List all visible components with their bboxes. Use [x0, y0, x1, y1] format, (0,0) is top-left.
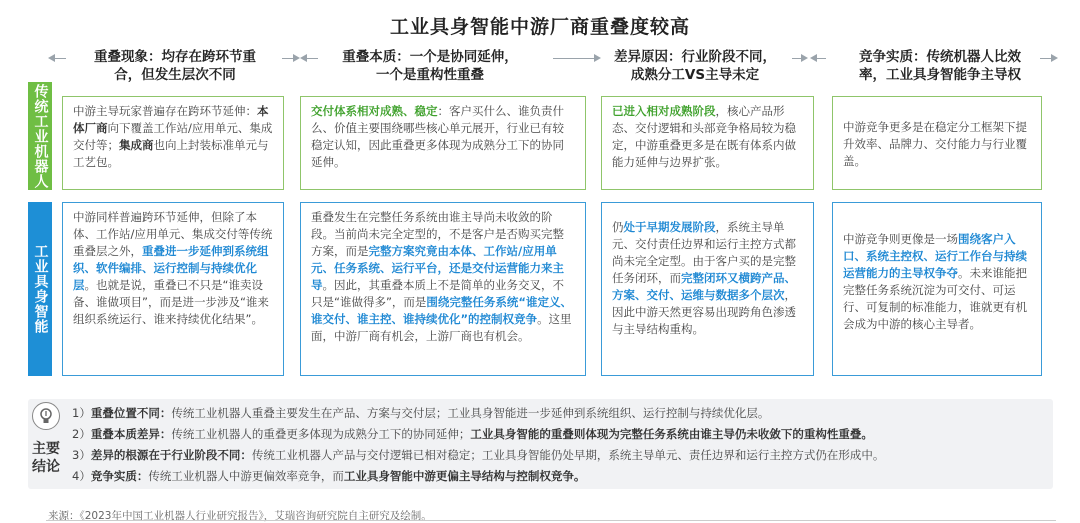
- arrow-connector: [302, 58, 318, 59]
- column-header-cause: 差异原因：行业阶段不同， 成熟分工VS主导未定: [614, 49, 776, 83]
- arrow-connector: [792, 58, 806, 59]
- row-label-traditional: 传统工业机器人: [28, 82, 52, 190]
- page-title: 工业具身智能中游厂商重叠度较高: [389, 16, 690, 38]
- row-label-embodied: 工业具身智能: [28, 202, 52, 376]
- conclusion-item: 4）竞争实质：传统工业机器人中游更偏效率竞争，而工业具身智能中游更偏主导结构与控制权竞争。: [72, 469, 586, 483]
- cell-embodied-overlap: 中游同样普遍跨环节延伸，但除了本体、工作站/应用单元、集成交付等传统重叠层之外，重叠进一步延伸到系统组织、软件编排、运行控制与持续优化层。也就是说，重叠已不只是“谁卖设备、谁做项目”，而是进一步涉及“谁来组织系统运行、谁来持续优化结果”。: [62, 202, 284, 376]
- cell-embodied-essence: 重叠发生在完整任务系统由谁主导尚未收敛的阶段。当前尚未完全定型的，不是客户是否购买完整方案，而是完整方案究竟由本体、工作站/应用单元、任务系统、运行平台，还是交付运营能力来主导。因此，其重叠本质上不是简单的业务交叉，不只是“谁做得多”，而是围绕完整任务系统“谁定义、谁交付、谁主控、谁持续优化”的控制权竞争。这里面，中游厂商有机会，上游厂商也有机会。: [300, 202, 586, 376]
- divider: [46, 520, 1056, 521]
- cell-traditional-competition: 中游竞争更多是在稳定分工框架下提升效率、品牌力、交付能力与行业覆盖。: [832, 96, 1042, 190]
- lightbulb-icon-graphic: [33, 403, 59, 429]
- lightbulb-icon: [32, 402, 60, 430]
- column-header-essence: 重叠本质：一个是协同延伸， 一个是重构性重叠: [342, 49, 518, 83]
- arrow-connector: [282, 58, 298, 59]
- column-header-overlap: 重叠现象：均存在跨环节重 合，但发生层次不同: [94, 49, 256, 83]
- cell-traditional-essence: 交付体系相对成熟、稳定：客户买什么、谁负责什么、价值主要围绕哪些核心单元展开，行业已有较稳定认知，因此重叠更多体现为成熟分工下的协同延伸。: [300, 96, 586, 190]
- cell-embodied-cause: 仍处于早期发展阶段，系统主导单元、交付责任边界和运行主控方式都尚未完全定型。由于客户买的是完整任务闭环，而完整闭环又横跨产品、方案、交付、运维与数据多个层次，因此中游天然更容易出现跨角色渗透与主导结构重构。: [601, 202, 814, 376]
- conclusion-item: 1）重叠位置不同：传统工业机器人重叠主要发生在产品、方案与交付层；工业具身智能进一步延伸到系统组织、运行控制与持续优化层。: [72, 406, 770, 420]
- right-arrow: [1040, 58, 1056, 59]
- column-header-competition: 竞争实质：传统机器人比效 率，工业具身智能争主导权: [859, 49, 1021, 83]
- conclusion-label: 主要 结论: [32, 441, 60, 475]
- cell-traditional-cause: 已进入相对成熟阶段，核心产品形态、交付逻辑和头部竞争格局较为稳定，中游重叠更多是在既有体系内做能力延伸与边界扩张。: [601, 96, 814, 190]
- cell-traditional-overlap: 中游主导玩家普遍存在跨环节延伸：本体厂商向下覆盖工作站/应用单元、集成交付等；集成商也向上封装标准单元与工艺包。: [62, 96, 284, 190]
- left-arrow: [50, 58, 66, 59]
- conclusion-item: 2）重叠本质差异：传统工业机器人的重叠更多体现为成熟分工下的协同延伸；工业具身智能的重叠则体现为完整任务系统由谁主导仍未收敛下的重构性重叠。: [72, 427, 873, 441]
- arrow-connector: [553, 58, 599, 59]
- cell-embodied-competition: 中游竞争则更像是一场围绕客户入口、系统主控权、运行工作台与持续运营能力的主导权争夺。未来谁能把完整任务系统沉淀为可交付、可运行、可复制的标准能力，谁就更有机会成为中游的核心主导者。: [832, 202, 1042, 376]
- arrow-connector: [812, 58, 826, 59]
- source-note: 来源：《2023年中国工业机器人行业研究报告》，艾瑞咨询研究院自主研究及绘制。: [48, 510, 432, 522]
- conclusion-item: 3）差异的根源在于行业阶段不同：传统工业机器人产品与交付逻辑已相对稳定；工业具身智能仍处早期，系统主导单元、责任边界和运行主控方式仍在形成中。: [72, 448, 885, 462]
